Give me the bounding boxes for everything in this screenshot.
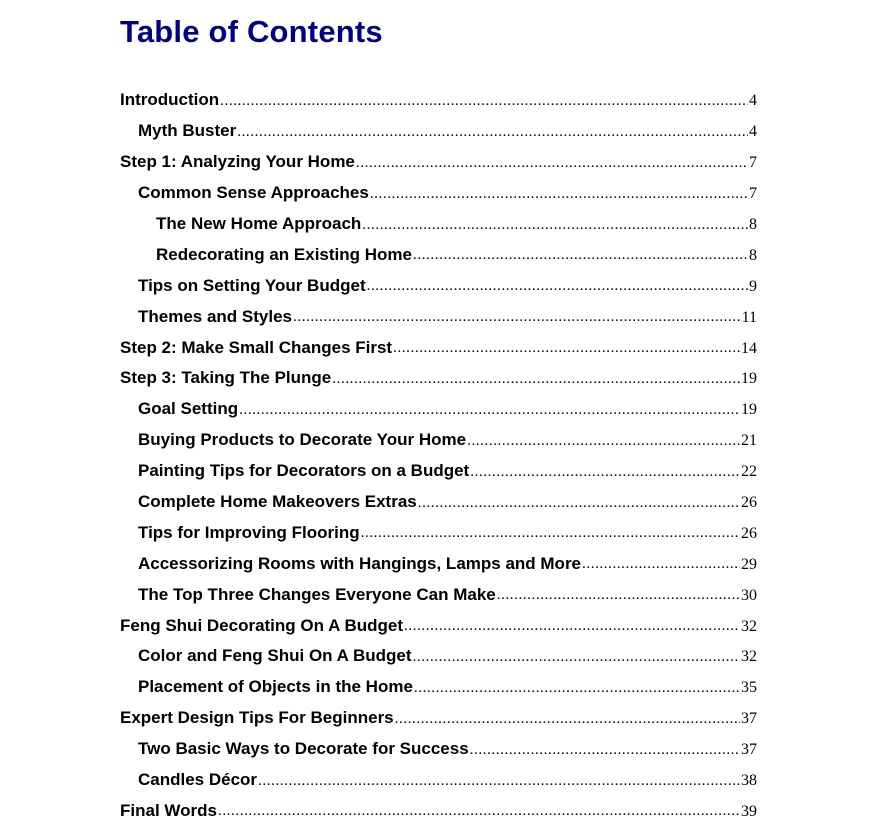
toc-entry-label[interactable]: Myth Buster [138, 121, 237, 141]
dot-leader [293, 309, 741, 326]
toc-entry-label[interactable]: Color and Feng Shui On A Budget [138, 646, 412, 666]
dot-leader [413, 247, 748, 264]
toc-page-number: 8 [749, 246, 757, 264]
toc-page-number: 11 [741, 308, 757, 326]
dot-leader [362, 217, 748, 234]
toc-page-number: 30 [741, 586, 757, 604]
toc-page-number: 38 [741, 772, 757, 790]
toc-entry[interactable] [0, 703, 882, 734]
dot-leader [418, 495, 740, 512]
toc-entry[interactable] [0, 178, 882, 209]
toc-entry-label[interactable]: Expert Design Tips For Beginners [120, 708, 394, 728]
toc-page-number: 26 [741, 494, 757, 512]
toc-entry[interactable] [0, 239, 882, 270]
toc-entry-label[interactable]: Common Sense Approaches [138, 183, 369, 203]
dot-leader [404, 618, 740, 635]
toc-page-number: 35 [741, 679, 757, 697]
toc-page-number: 7 [749, 185, 757, 203]
toc-entry-label[interactable]: Tips for Improving Flooring [138, 522, 360, 542]
toc-entry[interactable] [0, 734, 882, 765]
dot-leader [258, 773, 740, 790]
dot-leader [239, 402, 740, 419]
toc-page-number: 39 [741, 802, 757, 820]
dot-leader [361, 525, 740, 542]
toc-entry[interactable] [0, 672, 882, 703]
dot-leader [356, 155, 748, 172]
toc-page-number: 9 [749, 277, 757, 295]
toc-entry[interactable] [0, 85, 882, 116]
toc-entry[interactable] [0, 363, 882, 394]
dot-leader [220, 93, 748, 110]
page-title: Table of Contents [120, 14, 383, 49]
toc-entry-label[interactable]: Tips on Setting Your Budget [138, 275, 366, 295]
toc-entry-label[interactable]: Accessorizing Rooms with Hangings, Lamps and More [138, 553, 582, 573]
toc-entry[interactable] [0, 209, 882, 240]
toc-page-number: 8 [749, 216, 757, 233]
toc-page-number: 22 [741, 463, 757, 481]
dot-leader [367, 278, 748, 295]
toc-page-number: 21 [741, 432, 757, 450]
dot-leader [370, 186, 748, 203]
toc-entry[interactable] [0, 116, 882, 147]
toc-entry-label[interactable]: The New Home Approach [156, 214, 362, 233]
toc-entry-label[interactable]: The Top Three Changes Everyone Can Make [138, 584, 496, 604]
toc-entry[interactable] [0, 456, 882, 487]
toc-page-number: 7 [749, 154, 757, 172]
toc-entry-label[interactable]: Candles Décor [138, 770, 258, 790]
toc-entry-label[interactable]: Step 1: Analyzing Your Home [120, 152, 355, 172]
toc-page-number: 32 [741, 617, 757, 635]
toc-page-number: 4 [749, 92, 757, 110]
toc-entry-label[interactable]: Placement of Objects in the Home [138, 677, 413, 697]
toc-page-number: 29 [741, 555, 757, 573]
dot-leader [470, 742, 740, 759]
toc-entry-label[interactable]: Final Words [120, 800, 217, 820]
toc-entry-label[interactable]: Introduction [120, 90, 220, 110]
toc-entry-label[interactable]: Two Basic Ways to Decorate for Success [138, 739, 469, 759]
toc-entry[interactable] [0, 579, 882, 610]
dot-leader [467, 433, 740, 450]
toc-entry[interactable] [0, 548, 882, 579]
toc-entry[interactable] [0, 795, 882, 826]
toc-entry[interactable] [0, 517, 882, 548]
toc-entry-label[interactable]: Complete Home Makeovers Extras [138, 492, 417, 512]
dot-leader [470, 464, 740, 481]
toc-page-number: 19 [741, 401, 757, 419]
toc-page-number: 19 [741, 370, 757, 388]
toc-page-number: 32 [741, 648, 757, 666]
toc-page-number: 26 [741, 524, 757, 542]
toc-page-number: 37 [741, 741, 757, 759]
toc-page-number: 37 [741, 710, 757, 728]
toc-entry-label[interactable]: Step 2: Make Small Changes First [120, 337, 393, 357]
toc-entry-label[interactable]: Buying Products to Decorate Your Home [138, 430, 467, 450]
dot-leader [393, 340, 740, 357]
toc-entry-label[interactable]: Step 3: Taking The Plunge [120, 368, 332, 388]
toc-entry[interactable] [0, 765, 882, 796]
toc-entry-label[interactable]: Goal Setting [138, 399, 239, 419]
dot-leader [332, 371, 740, 388]
dot-leader [237, 124, 748, 141]
toc-entry-label[interactable]: Painting Tips for Decorators on a Budget [138, 461, 470, 481]
toc-entry-label[interactable]: Redecorating an Existing Home [156, 244, 412, 264]
toc-page-number: 14 [741, 339, 757, 357]
toc-entry-label[interactable]: Themes and Styles [138, 306, 293, 326]
toc-entry[interactable] [0, 301, 882, 332]
toc-entry[interactable] [0, 487, 882, 518]
toc-entry[interactable] [0, 270, 882, 301]
dot-leader [218, 803, 740, 820]
dot-leader [582, 556, 740, 573]
dot-leader [395, 711, 740, 728]
dot-leader [414, 680, 740, 697]
toc-entry[interactable] [0, 641, 882, 672]
toc-entry-label[interactable]: Feng Shui Decorating On A Budget [120, 615, 404, 635]
dot-leader [497, 587, 740, 604]
toc-entry[interactable] [0, 332, 882, 363]
toc-entry[interactable] [0, 394, 882, 425]
toc-list [0, 85, 882, 826]
dot-leader [413, 649, 740, 666]
toc-entry[interactable] [0, 425, 882, 456]
toc-page-number: 4 [749, 123, 757, 141]
toc-entry[interactable] [0, 610, 882, 641]
toc-entry[interactable] [0, 147, 882, 178]
